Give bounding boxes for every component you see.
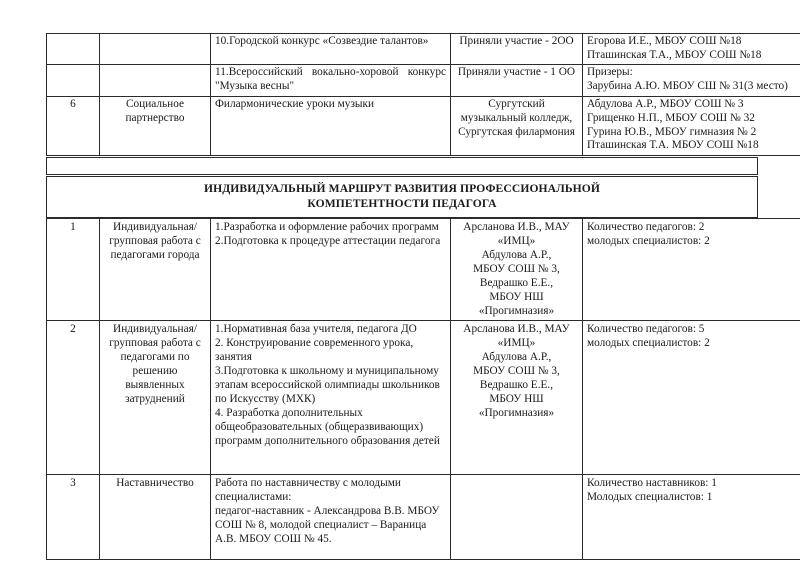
section-title-row <box>47 176 758 217</box>
section-title-table <box>46 176 758 218</box>
activity-cell: Филармонические уроки музыки <box>211 97 451 156</box>
individual-route-table <box>46 218 800 560</box>
participants-cell: Сургутский музыкальный колледж, Сургутская филармония <box>451 97 583 156</box>
direction-cell <box>100 34 211 65</box>
table-row <box>47 219 800 321</box>
table-row <box>47 321 800 475</box>
result-cell: Количество педагогов: 2 молодых специалистов: 2 <box>583 219 800 321</box>
spacer-cell <box>47 157 758 174</box>
row-number-cell: 3 <box>47 475 100 560</box>
responsible-cell: Арсланова И.В., МАУ «ИМЦ» Абдулова А.Р., МБОУ СОШ № 3, Ведрашко Е.Е., МБОУ НШ «Прогимназия» <box>451 219 583 321</box>
row-number-cell: 1 <box>47 219 100 321</box>
content-cell: 1.Разработка и оформление рабочих программ 2.Подготовка к процедуре аттестации педагога <box>211 219 451 321</box>
content-cell: Работа по наставничеству с молодыми специалистами: педагог-наставник - Александрова В.В. МБОУ СОШ № 8, молодой специалист – Вараница А.В. МБОУ СОШ № 45. <box>211 475 451 560</box>
result-cell: Количество наставников: 1 Молодых специалистов: 1 <box>583 475 800 560</box>
participants-cell: Приняли участие - 1 ОО <box>451 65 583 97</box>
spacer-table <box>46 157 758 175</box>
table-row <box>47 475 800 560</box>
form-cell: Индивидуальная/групповая работа с педагогами по решению выявленных затруднений <box>100 321 211 475</box>
table-row <box>47 97 800 156</box>
activity-cell: 10.Городской конкурс «Созвездие талантов» <box>211 34 451 65</box>
section-title-line2: КОМПЕТЕНТНОСТИ ПЕДАГОГА <box>307 197 497 210</box>
activity-cell: 11.Всероссийский вокально-хоровой конкурс "Музыка весны" <box>211 65 451 97</box>
responsible-cell <box>451 475 583 560</box>
row-number-cell: 6 <box>47 97 100 156</box>
document-sheet <box>46 33 788 560</box>
spacer-row <box>47 157 758 174</box>
result-cell: Егорова И.Е., МБОУ СОШ №18 Пташинская Т.А., МБОУ СОШ №18 <box>583 34 800 65</box>
section-title-cell <box>47 176 758 217</box>
result-cell: Призеры: Зарубина А.Ю. МБОУ СШ № 31(3 место) <box>583 65 800 97</box>
result-cell: Абдулова А.Р., МБОУ СОШ № 3 Грищенко Н.П., МБОУ СОШ № 32 Гурина Ю.В., МБОУ гимназия № 2 Пташинская Т.А. МБОУ СОШ №18 <box>583 97 800 156</box>
table-row <box>47 65 800 97</box>
participants-cell: Приняли участие - 2ОО <box>451 34 583 65</box>
form-cell: Наставничество <box>100 475 211 560</box>
section-title-line1: ИНДИВИДУАЛЬНЫЙ МАРШРУТ РАЗВИТИЯ ПРОФЕССИОНАЛЬНОЙ <box>203 181 601 195</box>
row-number-cell: 2 <box>47 321 100 475</box>
form-cell: Индивидуальная/групповая работа с педагогами города <box>100 219 211 321</box>
result-cell: Количество педагогов: 5 молодых специалистов: 2 <box>583 321 800 475</box>
row-number-cell <box>47 34 100 65</box>
responsible-cell: Арсланова И.В., МАУ «ИМЦ» Абдулова А.Р., МБОУ СОШ № 3, Ведрашко Е.Е., МБОУ НШ «Прогимназия» <box>451 321 583 475</box>
table-row <box>47 34 800 65</box>
direction-cell: Социальное партнерство <box>100 97 211 156</box>
activities-table <box>46 33 800 156</box>
content-cell: 1.Нормативная база учителя, педагога ДО 2. Конструирование современного урока, занятия 3.Подготовка к школьному и муниципальному этапам всероссийской олимпиады школьников по Искусству (МХК) 4. Разработка дополнительных общеобразовательных (общеразвивающих) программ дополнительного образования детей <box>211 321 451 475</box>
direction-cell <box>100 65 211 97</box>
row-number-cell <box>47 65 100 97</box>
